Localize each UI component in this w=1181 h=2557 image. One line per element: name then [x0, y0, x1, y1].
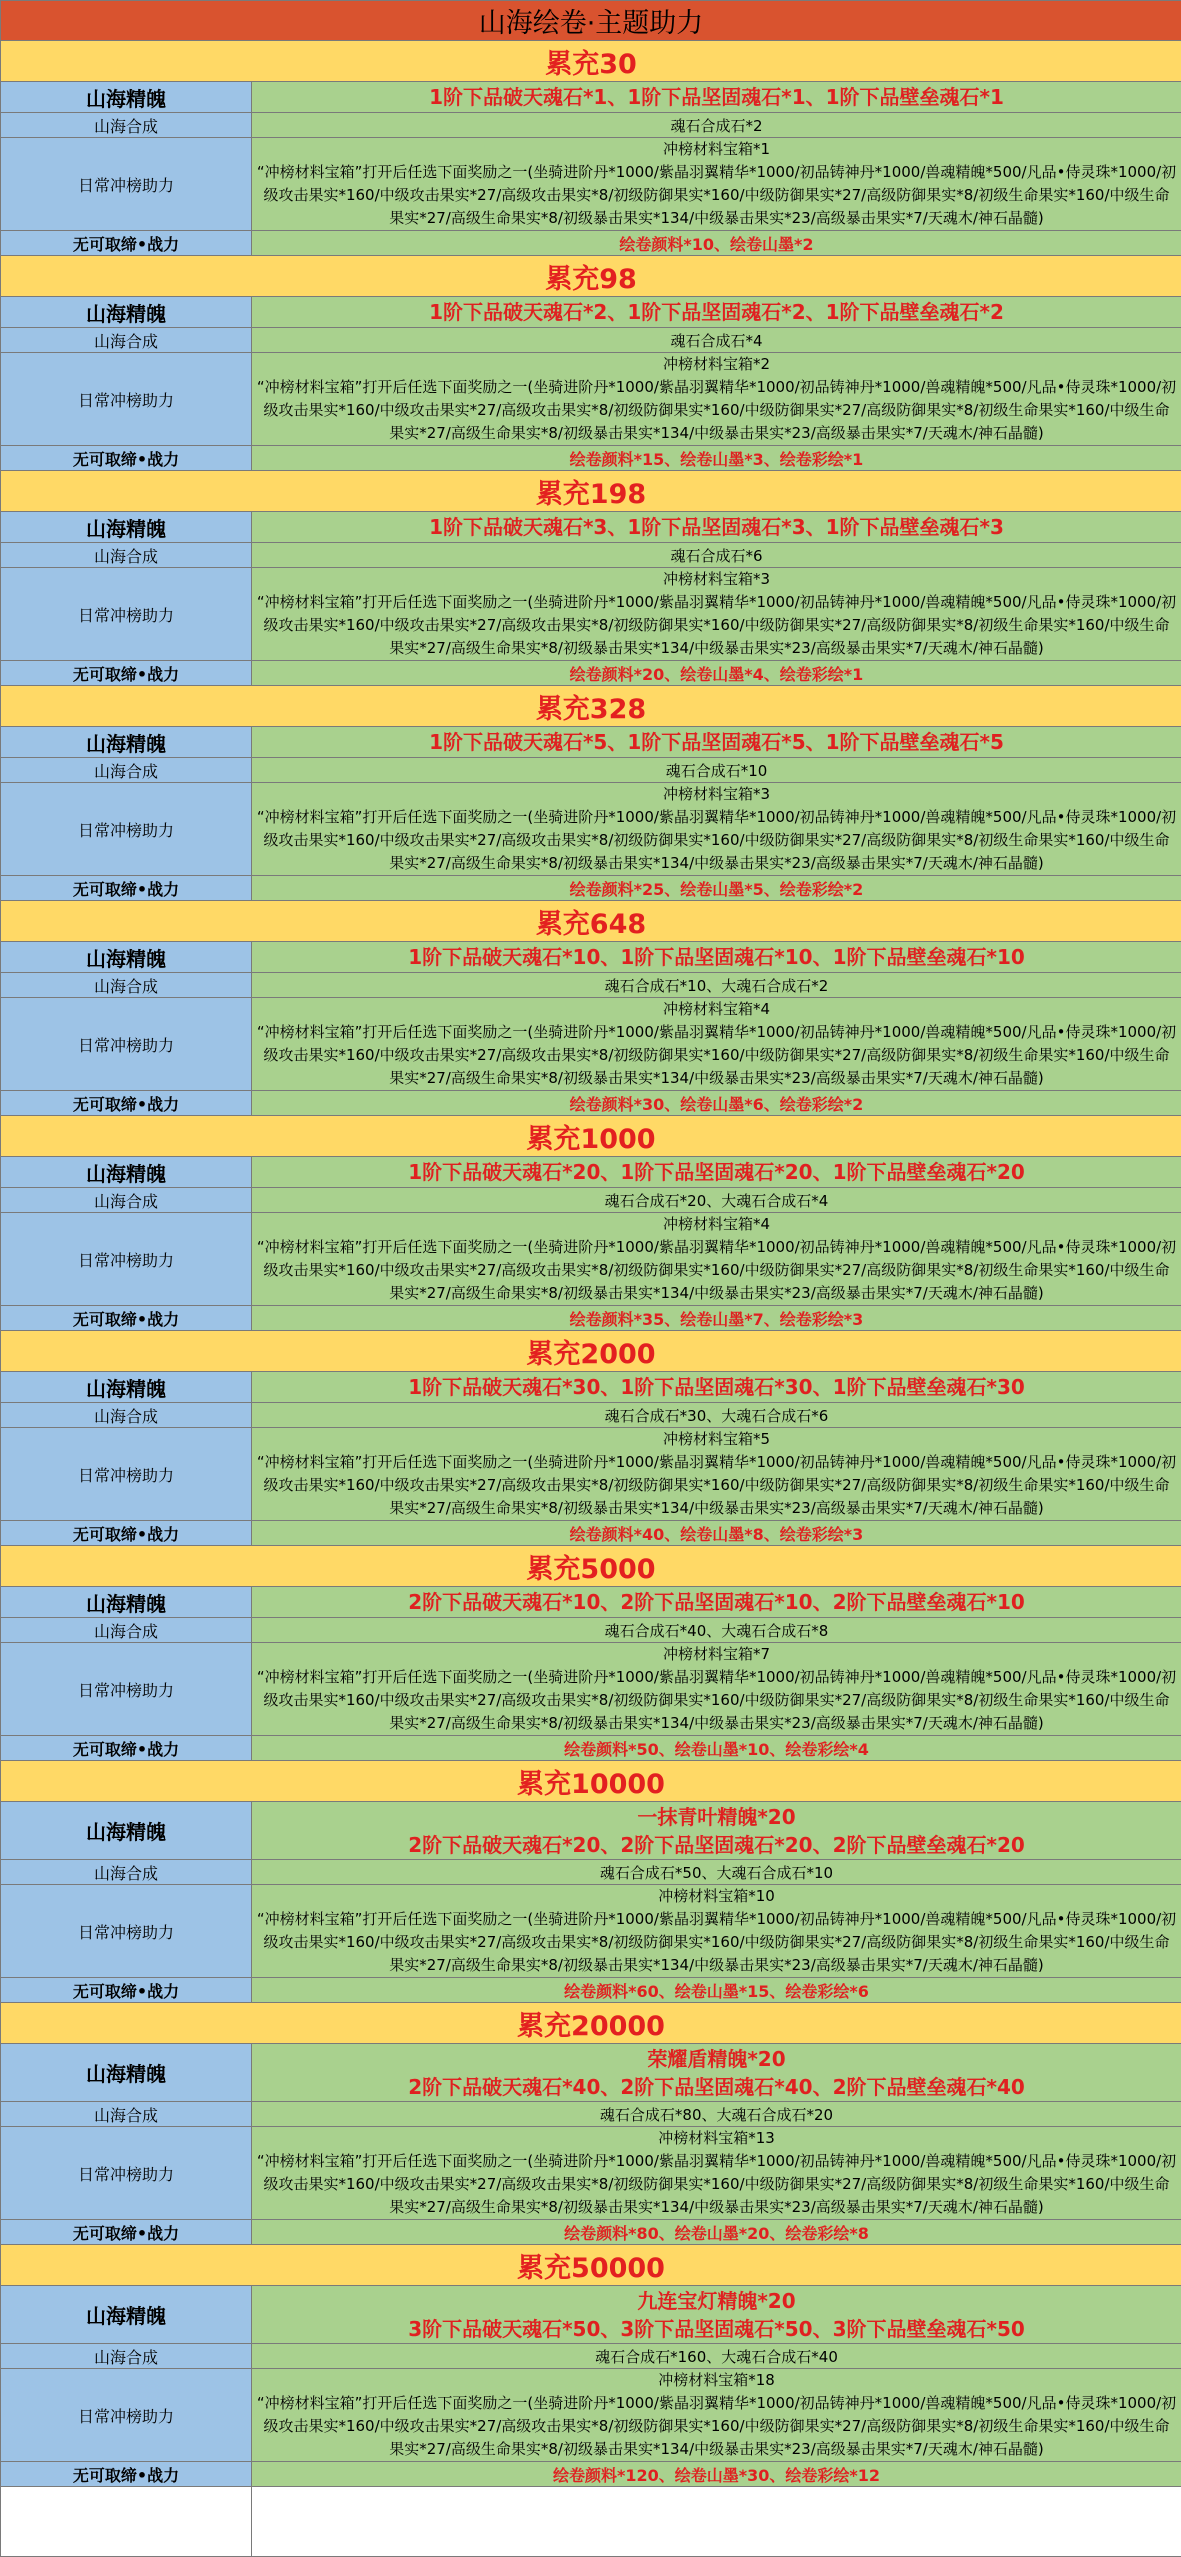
- tier-header-row: [1, 1116, 1181, 1157]
- zhanli-row: [1, 876, 1181, 901]
- zhanli-row: [1, 1306, 1181, 1331]
- chongbang-row: [1, 138, 1181, 231]
- tier-header-row: [1, 686, 1181, 727]
- zhanli-row: [1, 231, 1181, 256]
- hecheng-label: 山海合成: [1, 973, 252, 998]
- tier-header-row: [1, 1761, 1181, 1802]
- zhanli-value: 绘卷颜料*10、绘卷山墨*2: [252, 231, 1181, 256]
- chongbang-box-count: 冲榜材料宝箱*10: [256, 1885, 1177, 1908]
- jingpo-value: [252, 1372, 1181, 1403]
- hecheng-row: [1, 328, 1181, 353]
- tier-header-row: [1, 41, 1181, 82]
- chongbang-label: 日常冲榜助力: [1, 2127, 252, 2220]
- hecheng-value: 魂石合成石*10: [252, 758, 1181, 783]
- jingpo-value: [252, 1157, 1181, 1188]
- tier-header-row: [1, 2003, 1181, 2044]
- chongbang-value: [252, 568, 1181, 661]
- hecheng-label: 山海合成: [1, 543, 252, 568]
- jingpo-line: 2阶下品破天魂石*10、2阶下品坚固魂石*10、2阶下品壁垒魂石*10: [256, 1588, 1177, 1616]
- jingpo-row: [1, 297, 1181, 328]
- jingpo-line: 九连宝灯精魄*20: [256, 2287, 1177, 2315]
- jingpo-line: 2阶下品破天魂石*20、2阶下品坚固魂石*20、2阶下品壁垒魂石*20: [256, 1831, 1177, 1859]
- chongbang-box-count: 冲榜材料宝箱*4: [256, 998, 1177, 1021]
- hecheng-value: 魂石合成石*10、大魂石合成石*2: [252, 973, 1181, 998]
- chongbang-label: 日常冲榜助力: [1, 1643, 252, 1736]
- chongbang-box-count: 冲榜材料宝箱*13: [256, 2127, 1177, 2150]
- zhanli-value: 绘卷颜料*120、绘卷山墨*30、绘卷彩绘*12: [252, 2462, 1181, 2487]
- chongbang-row: [1, 1213, 1181, 1306]
- jingpo-value: [252, 2286, 1181, 2344]
- jingpo-line: 1阶下品破天魂石*10、1阶下品坚固魂石*10、1阶下品壁垒魂石*10: [256, 943, 1177, 971]
- page-title: 山海绘卷·主题助力: [1, 1, 1181, 41]
- hecheng-row: [1, 113, 1181, 138]
- hecheng-row: [1, 2102, 1181, 2127]
- chongbang-value: [252, 1643, 1181, 1736]
- jingpo-line: 1阶下品破天魂石*20、1阶下品坚固魂石*20、1阶下品壁垒魂石*20: [256, 1158, 1177, 1186]
- tier-header-row: [1, 1331, 1181, 1372]
- chongbang-value: [252, 1428, 1181, 1521]
- chongbang-row: [1, 998, 1181, 1091]
- hecheng-row: [1, 1188, 1181, 1213]
- zhanli-label: 无可取缔•战力: [1, 1091, 252, 1116]
- zhanli-row: [1, 661, 1181, 686]
- hecheng-row: [1, 543, 1181, 568]
- zhanli-row: [1, 446, 1181, 471]
- hecheng-label: 山海合成: [1, 1618, 252, 1643]
- jingpo-value: [252, 942, 1181, 973]
- hecheng-value: 魂石合成石*4: [252, 328, 1181, 353]
- chongbang-label: 日常冲榜助力: [1, 568, 252, 661]
- zhanli-row: [1, 2462, 1181, 2487]
- tier-header-row: [1, 2245, 1181, 2286]
- jingpo-value: [252, 82, 1181, 113]
- zhanli-label: 无可取缔•战力: [1, 2220, 252, 2245]
- jingpo-line: 1阶下品破天魂石*30、1阶下品坚固魂石*30、1阶下品壁垒魂石*30: [256, 1373, 1177, 1401]
- chongbang-row: [1, 568, 1181, 661]
- hecheng-label: 山海合成: [1, 758, 252, 783]
- hecheng-label: 山海合成: [1, 2344, 252, 2369]
- chongbang-label: 日常冲榜助力: [1, 1428, 252, 1521]
- chongbang-desc: “冲榜材料宝箱”打开后任选下面奖励之一(坐骑进阶丹*1000/紫晶羽翼精华*1000/初品铸神丹*1000/兽魂精魄*500/凡品•侍灵珠*1000/初级攻击果实*160/中级攻击果实*27/高级攻击果实*8/初级防御果实*160/中级防御果实*27/高级防御果实*8/初级生命果实*160/中级生命果实*27/高级生命果实*8/初级暴击果实*134/中级暴击果实*23/高级暴击果实*7/天魂木/神石晶髓): [256, 1451, 1177, 1520]
- zhanli-label: 无可取缔•战力: [1, 1736, 252, 1761]
- zhanli-value: 绘卷颜料*30、绘卷山墨*6、绘卷彩绘*2: [252, 1091, 1181, 1116]
- chongbang-desc: “冲榜材料宝箱”打开后任选下面奖励之一(坐骑进阶丹*1000/紫晶羽翼精华*1000/初品铸神丹*1000/兽魂精魄*500/凡品•侍灵珠*1000/初级攻击果实*160/中级攻击果实*27/高级攻击果实*8/初级防御果实*160/中级防御果实*27/高级防御果实*8/初级生命果实*160/中级生命果实*27/高级生命果实*8/初级暴击果实*134/中级暴击果实*23/高级暴击果实*7/天魂木/神石晶髓): [256, 806, 1177, 875]
- zhanli-row: [1, 2220, 1181, 2245]
- chongbang-row: [1, 2369, 1181, 2462]
- zhanli-row: [1, 1091, 1181, 1116]
- chongbang-value: [252, 1885, 1181, 1978]
- zhanli-value: 绘卷颜料*25、绘卷山墨*5、绘卷彩绘*2: [252, 876, 1181, 901]
- jingpo-value: [252, 1587, 1181, 1618]
- chongbang-row: [1, 1643, 1181, 1736]
- chongbang-row: [1, 2127, 1181, 2220]
- chongbang-box-count: 冲榜材料宝箱*3: [256, 568, 1177, 591]
- jingpo-line: 1阶下品破天魂石*2、1阶下品坚固魂石*2、1阶下品壁垒魂石*2: [256, 298, 1177, 326]
- chongbang-value: [252, 2369, 1181, 2462]
- zhanli-value: 绘卷颜料*15、绘卷山墨*3、绘卷彩绘*1: [252, 446, 1181, 471]
- zhanli-label: 无可取缔•战力: [1, 1521, 252, 1546]
- chongbang-box-count: 冲榜材料宝箱*2: [256, 353, 1177, 376]
- chongbang-label: 日常冲榜助力: [1, 998, 252, 1091]
- chongbang-label: 日常冲榜助力: [1, 1885, 252, 1978]
- jingpo-label: 山海精魄: [1, 1587, 252, 1618]
- zhanli-label: 无可取缔•战力: [1, 876, 252, 901]
- tier-title: 累充98: [1, 256, 1181, 297]
- chongbang-row: [1, 783, 1181, 876]
- hecheng-value: 魂石合成石*2: [252, 113, 1181, 138]
- hecheng-label: 山海合成: [1, 2102, 252, 2127]
- zhanli-label: 无可取缔•战力: [1, 1978, 252, 2003]
- zhanli-label: 无可取缔•战力: [1, 661, 252, 686]
- jingpo-value: [252, 727, 1181, 758]
- tier-title: 累充1000: [1, 1116, 1181, 1157]
- reward-table-body: [1, 1, 1181, 2557]
- hecheng-row: [1, 758, 1181, 783]
- zhanli-row: [1, 1736, 1181, 1761]
- jingpo-label: 山海精魄: [1, 2044, 252, 2102]
- chongbang-box-count: 冲榜材料宝箱*5: [256, 1428, 1177, 1451]
- chongbang-box-count: 冲榜材料宝箱*7: [256, 1643, 1177, 1666]
- chongbang-label: 日常冲榜助力: [1, 2369, 252, 2462]
- chongbang-box-count: 冲榜材料宝箱*18: [256, 2369, 1177, 2392]
- jingpo-label: 山海精魄: [1, 1802, 252, 1860]
- hecheng-value: 魂石合成石*6: [252, 543, 1181, 568]
- jingpo-value: [252, 1802, 1181, 1860]
- hecheng-value: 魂石合成石*160、大魂石合成石*40: [252, 2344, 1181, 2369]
- chongbang-label: 日常冲榜助力: [1, 1213, 252, 1306]
- chongbang-desc: “冲榜材料宝箱”打开后任选下面奖励之一(坐骑进阶丹*1000/紫晶羽翼精华*1000/初品铸神丹*1000/兽魂精魄*500/凡品•侍灵珠*1000/初级攻击果实*160/中级攻击果实*27/高级攻击果实*8/初级防御果实*160/中级防御果实*27/高级防御果实*8/初级生命果实*160/中级生命果实*27/高级生命果实*8/初级暴击果实*134/中级暴击果实*23/高级暴击果实*7/天魂木/神石晶髓): [256, 2392, 1177, 2461]
- jingpo-line: 2阶下品破天魂石*40、2阶下品坚固魂石*40、2阶下品壁垒魂石*40: [256, 2073, 1177, 2101]
- jingpo-value: [252, 297, 1181, 328]
- tier-title: 累充648: [1, 901, 1181, 942]
- zhanli-value: 绘卷颜料*20、绘卷山墨*4、绘卷彩绘*1: [252, 661, 1181, 686]
- zhanli-label: 无可取缔•战力: [1, 446, 252, 471]
- chongbang-desc: “冲榜材料宝箱”打开后任选下面奖励之一(坐骑进阶丹*1000/紫晶羽翼精华*1000/初品铸神丹*1000/兽魂精魄*500/凡品•侍灵珠*1000/初级攻击果实*160/中级攻击果实*27/高级攻击果实*8/初级防御果实*160/中级防御果实*27/高级防御果实*8/初级生命果实*160/中级生命果实*27/高级生命果实*8/初级暴击果实*134/中级暴击果实*23/高级暴击果实*7/天魂木/神石晶髓): [256, 1021, 1177, 1090]
- hecheng-label: 山海合成: [1, 328, 252, 353]
- chongbang-desc: “冲榜材料宝箱”打开后任选下面奖励之一(坐骑进阶丹*1000/紫晶羽翼精华*1000/初品铸神丹*1000/兽魂精魄*500/凡品•侍灵珠*1000/初级攻击果实*160/中级攻击果实*27/高级攻击果实*8/初级防御果实*160/中级防御果实*27/高级防御果实*8/初级生命果实*160/中级生命果实*27/高级生命果实*8/初级暴击果实*134/中级暴击果实*23/高级暴击果实*7/天魂木/神石晶髓): [256, 161, 1177, 230]
- jingpo-label: 山海精魄: [1, 727, 252, 758]
- zhanli-row: [1, 1521, 1181, 1546]
- tier-header-row: [1, 471, 1181, 512]
- chongbang-value: [252, 998, 1181, 1091]
- jingpo-row: [1, 1157, 1181, 1188]
- tier-header-row: [1, 1546, 1181, 1587]
- jingpo-row: [1, 1802, 1181, 1860]
- jingpo-line: 荣耀盾精魄*20: [256, 2045, 1177, 2073]
- chongbang-box-count: 冲榜材料宝箱*4: [256, 1213, 1177, 1236]
- jingpo-label: 山海精魄: [1, 297, 252, 328]
- hecheng-value: 魂石合成石*80、大魂石合成石*20: [252, 2102, 1181, 2127]
- hecheng-value: 魂石合成石*40、大魂石合成石*8: [252, 1618, 1181, 1643]
- zhanli-label: 无可取缔•战力: [1, 1306, 252, 1331]
- jingpo-row: [1, 82, 1181, 113]
- chongbang-box-count: 冲榜材料宝箱*1: [256, 138, 1177, 161]
- chongbang-label: 日常冲榜助力: [1, 783, 252, 876]
- jingpo-label: 山海精魄: [1, 942, 252, 973]
- tier-title: 累充5000: [1, 1546, 1181, 1587]
- zhanli-label: 无可取缔•战力: [1, 2462, 252, 2487]
- tier-title: 累充20000: [1, 2003, 1181, 2044]
- zhanli-label: 无可取缔•战力: [1, 231, 252, 256]
- jingpo-label: 山海精魄: [1, 82, 252, 113]
- jingpo-value: [252, 512, 1181, 543]
- jingpo-label: 山海精魄: [1, 512, 252, 543]
- tier-title: 累充10000: [1, 1761, 1181, 1802]
- tier-title: 累充198: [1, 471, 1181, 512]
- hecheng-row: [1, 1403, 1181, 1428]
- hecheng-label: 山海合成: [1, 113, 252, 138]
- chongbang-desc: “冲榜材料宝箱”打开后任选下面奖励之一(坐骑进阶丹*1000/紫晶羽翼精华*1000/初品铸神丹*1000/兽魂精魄*500/凡品•侍灵珠*1000/初级攻击果实*160/中级攻击果实*27/高级攻击果实*8/初级防御果实*160/中级防御果实*27/高级防御果实*8/初级生命果实*160/中级生命果实*27/高级生命果实*8/初级暴击果实*134/中级暴击果实*23/高级暴击果实*7/天魂木/神石晶髓): [256, 591, 1177, 660]
- jingpo-line: 1阶下品破天魂石*3、1阶下品坚固魂石*3、1阶下品壁垒魂石*3: [256, 513, 1177, 541]
- zhanli-row: [1, 1978, 1181, 2003]
- hecheng-label: 山海合成: [1, 1188, 252, 1213]
- hecheng-value: 魂石合成石*20、大魂石合成石*4: [252, 1188, 1181, 1213]
- tier-title: 累充30: [1, 41, 1181, 82]
- chongbang-row: [1, 1885, 1181, 1978]
- zhanli-value: 绘卷颜料*80、绘卷山墨*20、绘卷彩绘*8: [252, 2220, 1181, 2245]
- chongbang-label: 日常冲榜助力: [1, 138, 252, 231]
- jingpo-row: [1, 2286, 1181, 2344]
- zhanli-value: 绘卷颜料*60、绘卷山墨*15、绘卷彩绘*6: [252, 1978, 1181, 2003]
- hecheng-row: [1, 973, 1181, 998]
- jingpo-row: [1, 2044, 1181, 2102]
- jingpo-row: [1, 1587, 1181, 1618]
- blank-cell: [252, 2487, 1181, 2557]
- hecheng-value: 魂石合成石*30、大魂石合成石*6: [252, 1403, 1181, 1428]
- chongbang-value: [252, 783, 1181, 876]
- chongbang-desc: “冲榜材料宝箱”打开后任选下面奖励之一(坐骑进阶丹*1000/紫晶羽翼精华*1000/初品铸神丹*1000/兽魂精魄*500/凡品•侍灵珠*1000/初级攻击果实*160/中级攻击果实*27/高级攻击果实*8/初级防御果实*160/中级防御果实*27/高级防御果实*8/初级生命果实*160/中级生命果实*27/高级生命果实*8/初级暴击果实*134/中级暴击果实*23/高级暴击果实*7/天魂木/神石晶髓): [256, 1236, 1177, 1305]
- jingpo-row: [1, 512, 1181, 543]
- zhanli-value: 绘卷颜料*35、绘卷山墨*7、绘卷彩绘*3: [252, 1306, 1181, 1331]
- chongbang-desc: “冲榜材料宝箱”打开后任选下面奖励之一(坐骑进阶丹*1000/紫晶羽翼精华*1000/初品铸神丹*1000/兽魂精魄*500/凡品•侍灵珠*1000/初级攻击果实*160/中级攻击果实*27/高级攻击果实*8/初级防御果实*160/中级防御果实*27/高级防御果实*8/初级生命果实*160/中级生命果实*27/高级生命果实*8/初级暴击果实*134/中级暴击果实*23/高级暴击果实*7/天魂木/神石晶髓): [256, 376, 1177, 445]
- hecheng-row: [1, 2344, 1181, 2369]
- blank-row: [1, 2487, 1181, 2557]
- tier-title: 累充328: [1, 686, 1181, 727]
- chongbang-row: [1, 353, 1181, 446]
- jingpo-line: 1阶下品破天魂石*1、1阶下品坚固魂石*1、1阶下品壁垒魂石*1: [256, 83, 1177, 111]
- chongbang-value: [252, 353, 1181, 446]
- chongbang-value: [252, 2127, 1181, 2220]
- zhanli-value: 绘卷颜料*50、绘卷山墨*10、绘卷彩绘*4: [252, 1736, 1181, 1761]
- chongbang-box-count: 冲榜材料宝箱*3: [256, 783, 1177, 806]
- chongbang-label: 日常冲榜助力: [1, 353, 252, 446]
- blank-cell: [1, 2487, 252, 2557]
- hecheng-value: 魂石合成石*50、大魂石合成石*10: [252, 1860, 1181, 1885]
- hecheng-row: [1, 1860, 1181, 1885]
- jingpo-row: [1, 727, 1181, 758]
- jingpo-row: [1, 1372, 1181, 1403]
- jingpo-value: [252, 2044, 1181, 2102]
- jingpo-label: 山海精魄: [1, 1372, 252, 1403]
- jingpo-line: 1阶下品破天魂石*5、1阶下品坚固魂石*5、1阶下品壁垒魂石*5: [256, 728, 1177, 756]
- chongbang-desc: “冲榜材料宝箱”打开后任选下面奖励之一(坐骑进阶丹*1000/紫晶羽翼精华*1000/初品铸神丹*1000/兽魂精魄*500/凡品•侍灵珠*1000/初级攻击果实*160/中级攻击果实*27/高级攻击果实*8/初级防御果实*160/中级防御果实*27/高级防御果实*8/初级生命果实*160/中级生命果实*27/高级生命果实*8/初级暴击果实*134/中级暴击果实*23/高级暴击果实*7/天魂木/神石晶髓): [256, 2150, 1177, 2219]
- tier-title: 累充50000: [1, 2245, 1181, 2286]
- tier-header-row: [1, 256, 1181, 297]
- chongbang-value: [252, 138, 1181, 231]
- jingpo-line: 一抹青叶精魄*20: [256, 1803, 1177, 1831]
- hecheng-label: 山海合成: [1, 1403, 252, 1428]
- hecheng-row: [1, 1618, 1181, 1643]
- chongbang-desc: “冲榜材料宝箱”打开后任选下面奖励之一(坐骑进阶丹*1000/紫晶羽翼精华*1000/初品铸神丹*1000/兽魂精魄*500/凡品•侍灵珠*1000/初级攻击果实*160/中级攻击果实*27/高级攻击果实*8/初级防御果实*160/中级防御果实*27/高级防御果实*8/初级生命果实*160/中级生命果实*27/高级生命果实*8/初级暴击果实*134/中级暴击果实*23/高级暴击果实*7/天魂木/神石晶髓): [256, 1908, 1177, 1977]
- chongbang-value: [252, 1213, 1181, 1306]
- jingpo-label: 山海精魄: [1, 2286, 252, 2344]
- tier-title: 累充2000: [1, 1331, 1181, 1372]
- hecheng-label: 山海合成: [1, 1860, 252, 1885]
- chongbang-row: [1, 1428, 1181, 1521]
- chongbang-desc: “冲榜材料宝箱”打开后任选下面奖励之一(坐骑进阶丹*1000/紫晶羽翼精华*1000/初品铸神丹*1000/兽魂精魄*500/凡品•侍灵珠*1000/初级攻击果实*160/中级攻击果实*27/高级攻击果实*8/初级防御果实*160/中级防御果实*27/高级防御果实*8/初级生命果实*160/中级生命果实*27/高级生命果实*8/初级暴击果实*134/中级暴击果实*23/高级暴击果实*7/天魂木/神石晶髓): [256, 1666, 1177, 1735]
- tier-header-row: [1, 901, 1181, 942]
- title-row: [1, 1, 1181, 41]
- jingpo-line: 3阶下品破天魂石*50、3阶下品坚固魂石*50、3阶下品壁垒魂石*50: [256, 2315, 1177, 2343]
- jingpo-label: 山海精魄: [1, 1157, 252, 1188]
- jingpo-row: [1, 942, 1181, 973]
- zhanli-value: 绘卷颜料*40、绘卷山墨*8、绘卷彩绘*3: [252, 1521, 1181, 1546]
